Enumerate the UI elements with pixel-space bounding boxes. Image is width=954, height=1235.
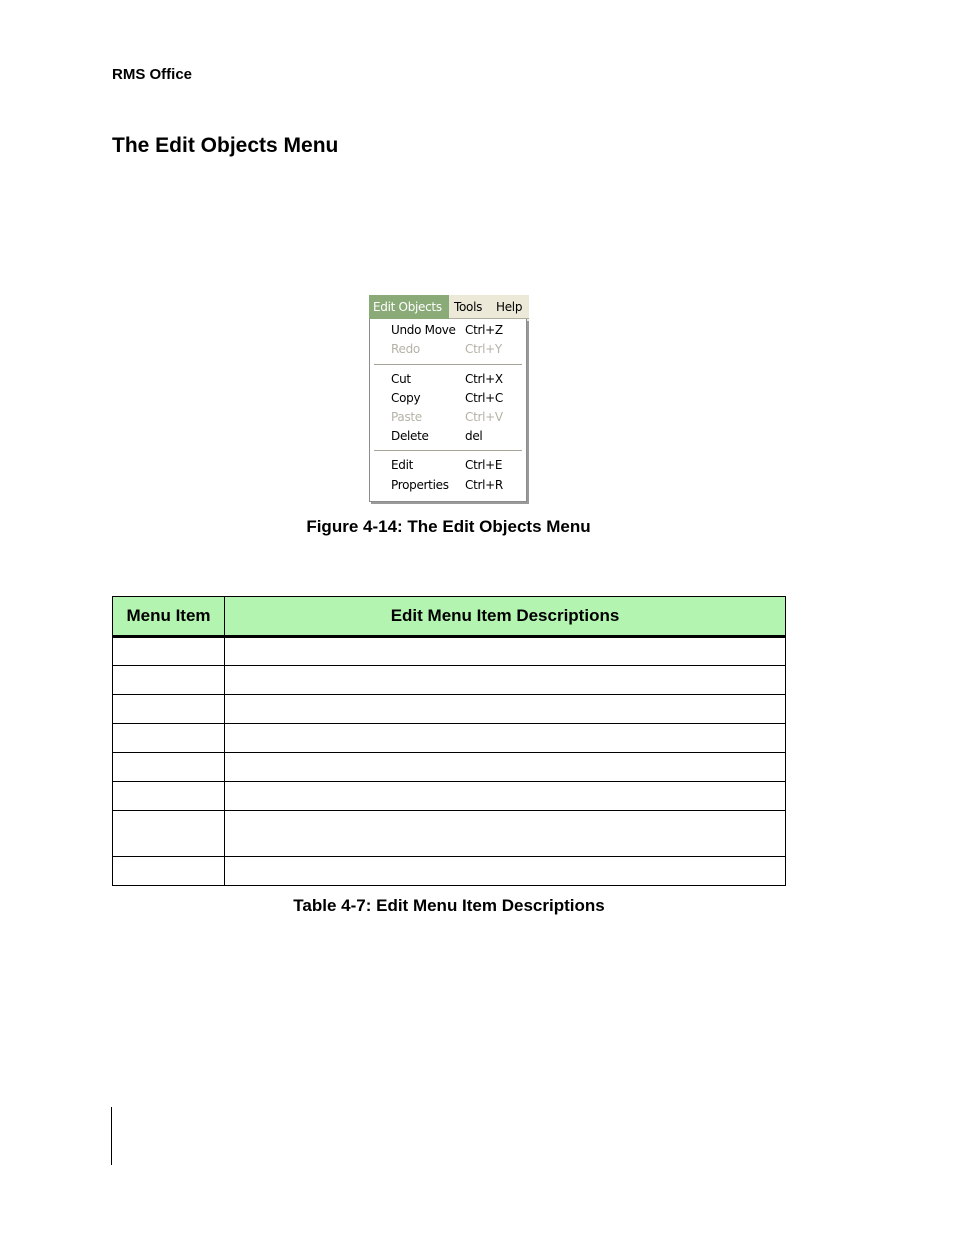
table-row [113,695,786,724]
description-cell [225,666,786,695]
menu-item-shortcut: Ctrl+Z [465,323,503,337]
menu-item-label: Copy [391,391,421,405]
table-row [113,637,786,666]
description-cell [225,695,786,724]
menu-item-shortcut: Ctrl+Y [465,342,502,356]
edit-objects-dropdown [369,319,527,502]
menu-item-delete[interactable] [370,427,526,446]
table-row [113,782,786,811]
menu-item-cell [113,724,225,753]
figure-caption: Figure 4-14: The Edit Objects Menu [306,517,591,536]
menu-separator [374,450,522,452]
menu-item-shortcut: del [465,429,483,443]
menubar-tools[interactable]: Tools [454,300,483,314]
description-cell [225,753,786,782]
edit-menu-descriptions-table [112,596,786,886]
menu-item-redo [370,340,526,359]
menu-item-shortcut: Ctrl+E [465,458,503,472]
menu-separator [374,364,522,366]
table-row [113,811,786,857]
menu-item-label: Paste [391,410,422,424]
description-cell [225,724,786,753]
change-bar [111,1107,112,1165]
description-cell [225,811,786,857]
table-row [113,666,786,695]
menu-item-cut[interactable] [370,370,526,389]
menu-item-properties[interactable] [370,476,526,495]
menu-item-edit[interactable] [370,456,526,475]
description-cell [225,857,786,886]
table-row [113,753,786,782]
column-header-menu-item: Menu Item [113,597,225,637]
menu-item-label: Edit [391,458,414,472]
running-header: RMS Office [112,66,193,83]
menu-item-cell [113,666,225,695]
table-header-row [113,597,786,637]
menu-item-cell [113,811,225,857]
menu-item-shortcut: Ctrl+X [465,372,503,386]
table-row [113,857,786,886]
menu-item-label: Properties [391,478,449,492]
menu-item-label: Delete [391,429,429,443]
menu-item-label: Cut [391,372,411,386]
menu-item-shortcut: Ctrl+V [465,410,503,424]
section-title: The Edit Objects Menu [112,134,339,157]
menubar-help[interactable]: Help [496,300,523,314]
menu-item-copy[interactable] [370,389,526,408]
menu-item-undo-move[interactable] [370,321,526,340]
menu-item-cell [113,637,225,666]
table-caption: Table 4-7: Edit Menu Item Descriptions [293,896,605,915]
edit-objects-menu-screenshot [369,295,529,502]
column-header-descriptions: Edit Menu Item Descriptions [225,597,786,637]
menu-item-shortcut: Ctrl+R [465,478,503,492]
menu-item-cell [113,857,225,886]
description-cell [225,782,786,811]
menu-item-shortcut: Ctrl+C [465,391,503,405]
description-cell [225,637,786,666]
menubar [369,295,529,319]
menu-item-cell [113,782,225,811]
menu-item-label: Redo [391,342,420,356]
menubar-edit-objects[interactable]: Edit Objects [369,295,449,319]
menu-item-cell [113,695,225,724]
menu-item-label: Undo Move [391,323,456,337]
menu-item-cell [113,753,225,782]
menu-item-paste [370,408,526,427]
table-row [113,724,786,753]
